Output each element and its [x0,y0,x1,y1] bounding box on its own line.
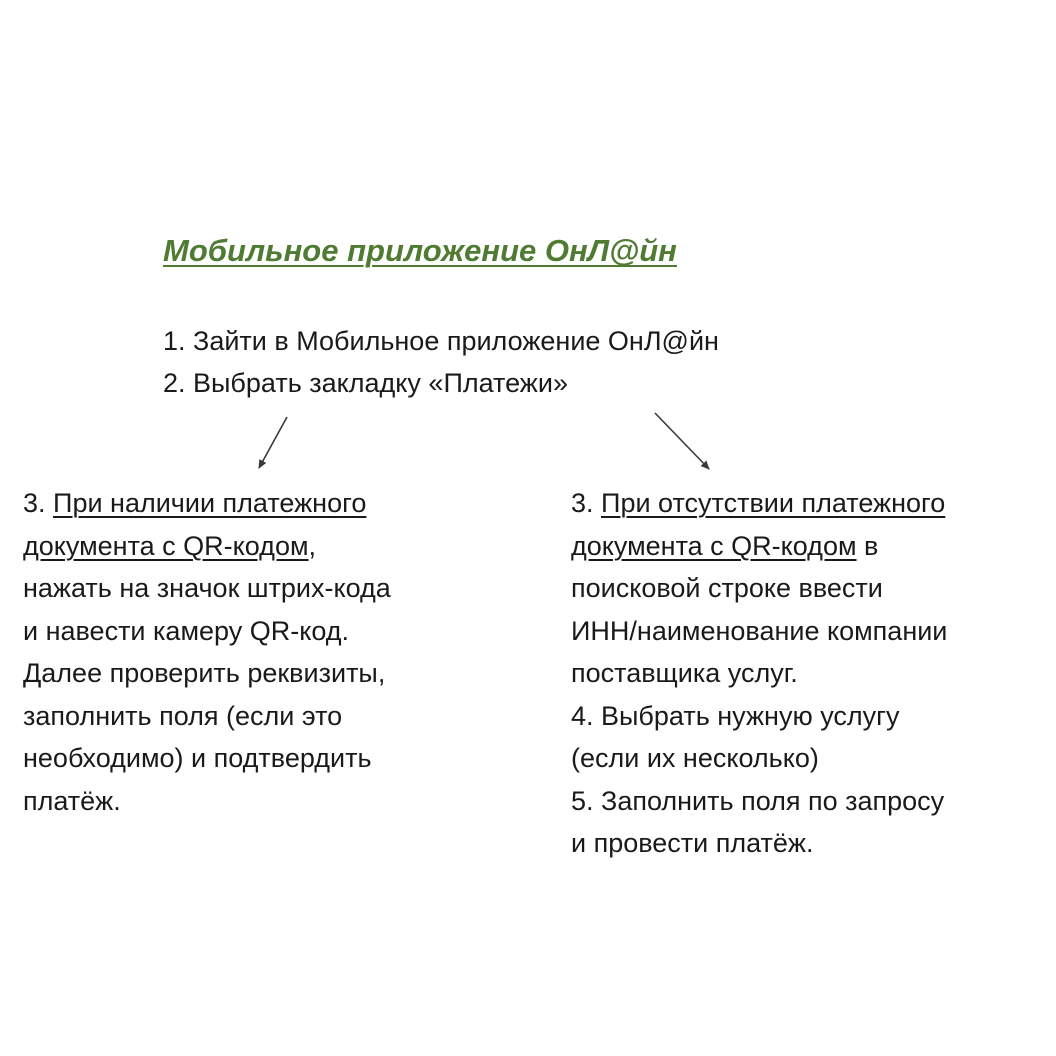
right-line-6: 4. Выбрать нужную услугу [571,700,900,731]
left-line-7: необходимо) и подтвердить [23,743,372,773]
step-2: 2. Выбрать закладку «Платежи» [163,368,568,398]
right-step-number: 3. [571,488,602,518]
left-line-4: и навести камеру QR-код. [23,615,350,646]
right-condition-part2: документа с QR-кодом [571,530,857,561]
right-condition-part1: При отсутствии платежного [601,488,946,518]
right-line-2 [571,525,947,568]
left-step-number: 3. [23,488,54,518]
intro-steps [163,320,719,404]
left-line-8: платёж. [23,785,121,816]
step-1: 1. Зайти в Мобильное приложение ОнЛ@йн [163,326,719,356]
arrow-right [655,413,709,469]
right-line-7: (если их несколько) [571,743,819,773]
right-line-1 [571,482,947,525]
right-line-9: и провести платёж. [571,828,814,858]
page-title: Мобильное приложение ОнЛ@йн [163,233,677,268]
right-line-2-tail: в [856,530,879,561]
right-line-4: ИНН/наименование компании [571,615,948,646]
left-line-1 [23,482,391,525]
right-line-3: поисковой строке ввести [571,573,883,603]
arrow-left [259,417,287,468]
left-line-2-tail: , [308,530,317,561]
qr-absent-column [571,482,947,865]
left-line-2 [23,525,391,568]
left-line-3: нажать на значок штрих-кода [23,573,391,603]
left-line-5: Далее проверить реквизиты, [23,658,386,688]
left-condition-part1: При наличии платежного [53,488,367,518]
qr-present-column [23,482,391,822]
left-condition-part2: документа с QR-кодом [23,530,309,561]
right-line-5: поставщика услуг. [571,658,798,688]
right-line-8: 5. Заполнить поля по запросу [571,785,945,816]
left-line-6: заполнить поля (если это [23,700,343,731]
